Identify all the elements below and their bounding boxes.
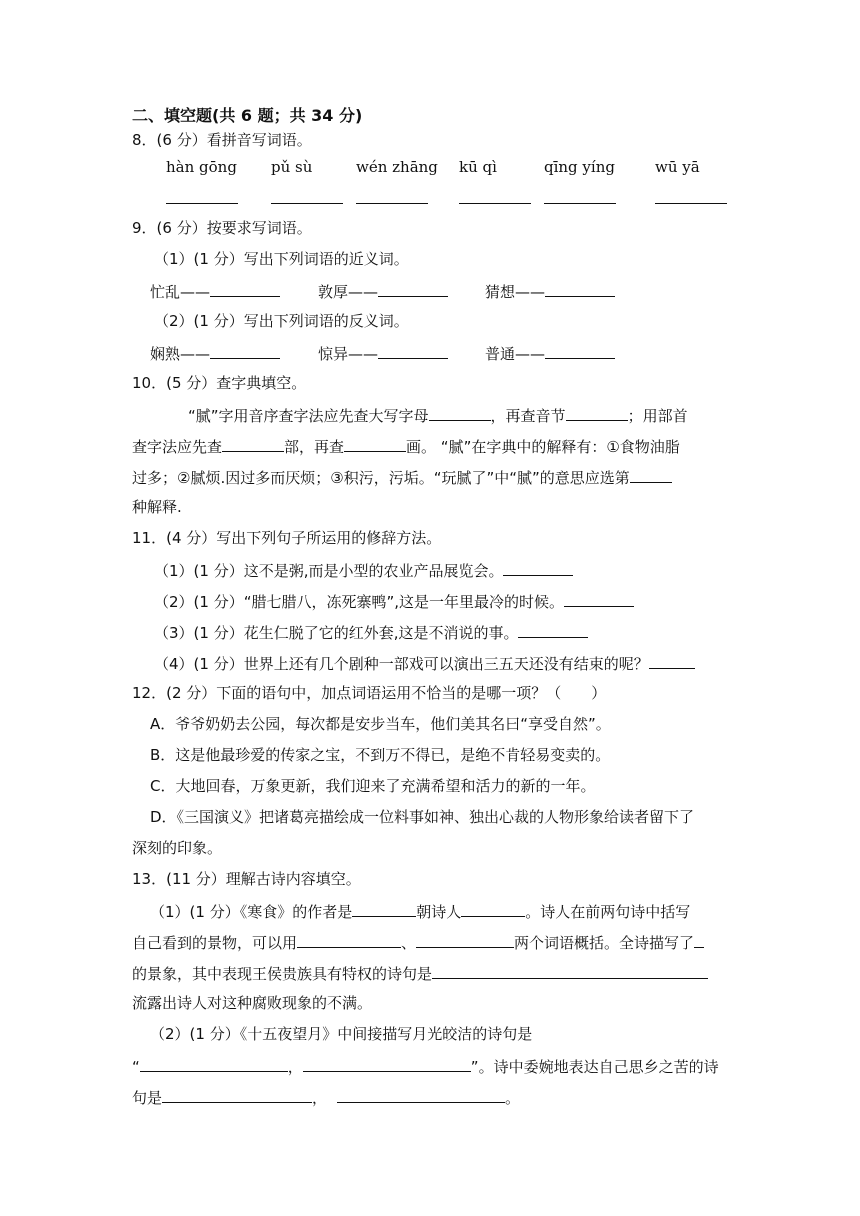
circled-three: ③	[330, 469, 344, 487]
section-title: 二、填空题(共 6 题；共 34 分)	[132, 106, 363, 125]
q13-part1-line1: （1）(1 分）《寒食》的作者是 朝诗人 。诗人在前两句诗中括写	[150, 900, 690, 922]
q8-pinyin-1: hàn gōng	[166, 158, 237, 176]
q9-synonym-3-blank[interactable]	[545, 280, 615, 297]
q9-part1: （1）(1 分）写出下列词语的近义词。	[154, 250, 409, 268]
q11-item-2: （2）(1 分）“腊七腊八，冻死寨鸭”,这是一年里最冷的时候。	[154, 590, 634, 612]
q13-part2-line1: （2）(1 分）《十五夜望月》中间接描写月光皎洁的诗句是	[150, 1025, 533, 1043]
q10-blank-letter[interactable]	[429, 404, 491, 421]
q13-part2-line3: 句是 ， 。	[132, 1086, 520, 1108]
q10-line-1: “腻”字用音序查字法应先查大写字母 ，再查音节 ；用部首	[188, 404, 688, 426]
q11-blank-4[interactable]	[649, 652, 695, 669]
q9-antonym-2: 惊异——	[318, 342, 448, 364]
q9-synonym-3: 猜想——	[485, 280, 615, 302]
q9-part2: （2）(1 分）写出下列词语的反义词。	[154, 312, 409, 330]
q9-synonym-1-blank[interactable]	[210, 280, 280, 297]
q9-antonym-2-blank[interactable]	[378, 342, 448, 359]
q12-option-c[interactable]: C．大地回春，万象更新，我们迎来了充满希望和活力的新的一年。	[150, 777, 596, 795]
q13-blank-dynasty[interactable]	[352, 900, 416, 917]
q12-option-b[interactable]: B．这是他最珍爱的传家之宝，不到万不得已，是绝不肯轻易变卖的。	[150, 746, 611, 764]
q12-option-d[interactable]: D．《三国演义》把诸葛亮描绘成一位料事如神、独出心裁的人物形象给读者留下了	[150, 808, 695, 826]
q8-blank-1[interactable]	[166, 203, 238, 204]
circled-two: ②	[177, 469, 191, 487]
q8-blank-6[interactable]	[655, 203, 727, 204]
q10-blank-choice[interactable]	[630, 466, 672, 483]
q13-part1-line2: 自己看到的景物，可以用 、 两个词语概括。全诗描写了	[132, 931, 704, 953]
q8-blank-4[interactable]	[459, 203, 531, 204]
q8-blank-5[interactable]	[544, 203, 616, 204]
q13-part2-line2: “ ， ”。诗中委婉地表达自己思乡之苦的诗	[132, 1055, 719, 1077]
q11-blank-3[interactable]	[518, 621, 588, 638]
q11-blank-2[interactable]	[564, 590, 634, 607]
q13-part1-line4: 流露出诗人对这种腐败现象的不满。	[132, 994, 373, 1012]
q11-blank-1[interactable]	[503, 559, 573, 576]
q13-blank-poet[interactable]	[461, 900, 525, 917]
q13-blank-moon-1[interactable]	[140, 1055, 288, 1072]
q13-stem: 13．(11 分）理解古诗内容填空。	[132, 870, 361, 888]
q10-blank-radical[interactable]	[222, 435, 284, 452]
q9-antonym-3-blank[interactable]	[545, 342, 615, 359]
q11-item-4: （4）(1 分）世界上还有几个剧种一部戏可以演出三五天还没有结束的呢？	[154, 652, 695, 674]
q8-blank-2[interactable]	[271, 203, 343, 204]
q13-blank-scene-1[interactable]	[297, 931, 401, 948]
q9-synonym-2: 敦厚——	[318, 280, 448, 302]
q8-pinyin-2: pǔ sù	[271, 158, 313, 176]
q13-part1-line3: 的景象，其中表现王侯贵族具有特权的诗句是	[132, 962, 708, 984]
q9-antonym-1-blank[interactable]	[210, 342, 280, 359]
q13-blank-scene-2[interactable]	[416, 931, 514, 948]
q13-blank-privilege-line[interactable]	[432, 962, 708, 979]
circled-one: ①	[606, 438, 620, 456]
q12-option-a[interactable]: A．爷爷奶奶去公园，每次都是安步当车，他们美其名曰“享受自然”。	[150, 715, 611, 733]
q9-antonym-3: 普通——	[485, 342, 615, 364]
q9-stem: 9．(6 分）按要求写词语。	[132, 219, 312, 237]
q13-blank-homesick-2[interactable]	[337, 1086, 505, 1103]
q10-blank-strokes[interactable]	[344, 435, 406, 452]
q10-line-3: 过多；②腻烦.因过多而厌烦；③积污，污垢。“玩腻了”中“腻”的意思应选第	[132, 466, 672, 488]
q8-pinyin-4: kū qì	[459, 158, 497, 176]
q8-pinyin-3: wén zhāng	[356, 158, 438, 176]
q13-blank-scene-3[interactable]	[694, 931, 704, 948]
q12-option-d-cont: 深刻的印象。	[132, 839, 223, 857]
q9-antonym-1: 娴熟——	[150, 342, 280, 364]
q8-pinyin-6: wū yā	[655, 158, 700, 176]
q11-item-3: （3）(1 分）花生仁脱了它的红外套,这是不消说的事。	[154, 621, 588, 643]
q8-blank-3[interactable]	[356, 203, 428, 204]
q10-blank-syllable[interactable]	[566, 404, 628, 421]
q12-stem: 12．(2 分）下面的语句中，加点词语运用不恰当的是哪一项？（ ）	[132, 684, 607, 702]
q13-blank-moon-2[interactable]	[303, 1055, 471, 1072]
q9-synonym-1: 忙乱——	[150, 280, 280, 302]
q11-item-1: （1）(1 分）这不是粥,而是小型的农业产品展览会。	[154, 559, 573, 581]
q8-stem: 8．(6 分）看拼音写词语。	[132, 131, 312, 149]
q10-stem: 10．(5 分）查字典填空。	[132, 374, 307, 392]
q11-stem: 11．(4 分）写出下列句子所运用的修辞方法。	[132, 529, 442, 547]
q10-line-2: 查字法应先查 部，再查 画。 “腻”在字典中的解释有：①食物油脂	[132, 435, 680, 457]
q8-pinyin-5: qīng yíng	[544, 158, 615, 176]
q13-blank-homesick-1[interactable]	[162, 1086, 312, 1103]
q10-line-4: 种解释.	[132, 498, 182, 516]
q9-synonym-2-blank[interactable]	[378, 280, 448, 297]
